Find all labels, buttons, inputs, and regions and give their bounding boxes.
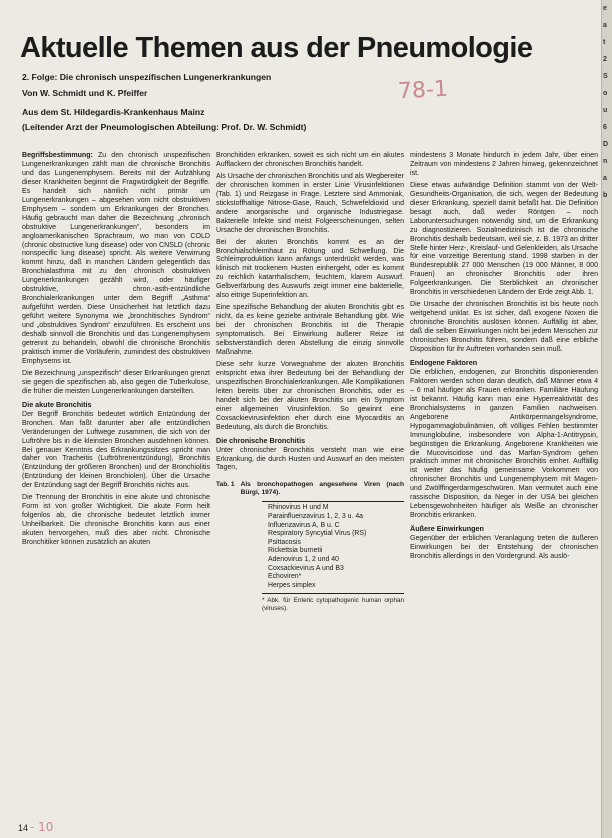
table-label: Tab. 1: [216, 481, 235, 489]
table-title: Als bronchopathogen angesehene Viren (nach Bürgi, 1974).: [240, 481, 404, 497]
article-subtitle: 2. Folge: Die chronisch unspezifischen Lungenerkrankungen: [22, 72, 272, 82]
virus-item: Psittacosis: [268, 538, 301, 546]
paragraph: Die Bezeichnung „unspezifisch“ dieser Erkrankungen grenzt sie gegen die spezifischen ab, also gegen die Tuberkulose, die früher die meisten Lungenerkrankungen darstellten.: [22, 369, 210, 395]
virus-item: Adenovirus 1, 2 und 40: [268, 555, 339, 563]
paragraph: Diese etwas aufwändige Definition stammt von der Welt-Gesundheits-Organisation, die sich, wegen der Bedeutung dieser Erkrankung, speziell damit befaßt hat. Die Definition besagt auch, daß weder Röntgen – noch Laboruntersuchungen notwendig sind, um die Erkrankung zu diagnostizieren. Sozialmedizinisch ist die chronische Bronchitis deshalb bedeutsam, weil sie, z. B. 1973 an dritter Stelle hinter Herz-, Kreislauf- und Gelenkleiden, als Ursache für eine vorzeitige Berentung stand. 1998 starben in der Bundesrepublik 27 000 Menschen (19 000 Männer, 8 000 Frauen) an chronischer Bronchitis oder ihren Folgeerkrankungen. Die Sterblichkeit an chronischer Bronchitis in verschiedenen Ländern der Erde zeigt Abb. 1.: [410, 181, 599, 297]
virus-item: Coxsackievirus A und B3: [268, 564, 344, 572]
margin-letter: a: [603, 175, 607, 182]
margin-letter: 6: [603, 124, 607, 131]
paragraph: Die erblichen, endogenen, zur Bronchitis disponierenden Faktoren werden schon daran deutlich, daß Männer etwa 4 – 6 mal häufiger als Frauen erkranken. Familiäre Häufung ist bekannt. Häufig kann man eine Hyperreaktivität des Bronchialsystems in ganzen Familien nachweisen. Angeborene Antikörpermangelsyndrome, Hypogammaglobulinämien, oft völliges Fehlen bestimmter Immunglobuline, insbesondere von Alpha-1-Antitrypsin, begünstigen die Erkrankung. Angeborene Krankheiten wie die Mucoviscidose und das Marfan-Syndrom gehen praktisch immer mit chronischer Bronchitis einher. Auffällig ist weiter das häufig gemeinsame Vorkommen von chronischer Bronchitis und Lungenemphysem mit Magen- und Zwölffingerdarmgeschwüren. Man vermutet auch eine rassische Disposition, da Neger in der USA bei gleichen Lebensgewohnheiten häufiger als Weiße an chronischer Bronchitis erkranken.: [410, 368, 598, 520]
section-heading: Die chronische Bronchitis: [216, 435, 306, 445]
handwritten-page-number: - 10: [30, 820, 54, 834]
affiliation-note: (Leitender Arzt der Pneumologischen Abteilung: Prof. Dr. W. Schmidt): [22, 122, 307, 132]
margin-letter: a: [603, 22, 607, 29]
paragraph: Die Ursache der chronischen Bronchitis ist bis heute noch weitgehend unklar. Es ist sicher, daß exogene Noxen die chronische Bronchitis auslösen können. Auffällig ist aber, daß die selben Einwirkungen nicht bei jedem Menschen zur chronischen Bronchitis führen, sondern daß eine erbliche Disposition für ihr Auftreten vorhanden sein muß.: [410, 301, 598, 354]
adjacent-page-edge: [601, 0, 612, 838]
margin-letter: e: [603, 5, 607, 12]
margin-letter: t: [603, 39, 606, 46]
paragraph: Als Ursache der chronischen Bronchitis und als Wegbereiter der chronischen kommen in erster Linie Virusinfektionen (Tab. 1) und Reizgase in Frage. Letztere sind Ammoniak, stickstoffhaltige Nitrose-Gase, Rauch, Schwefeldioxid und andere anorganische und organische Industriegase. Bakterielle Infekte sind meist Folgeerscheinungen, selten Ursache der chronischen Bronchitis.: [216, 172, 404, 234]
virus-item: Echoviren*: [268, 573, 302, 581]
paragraph: Bei der akuten Bronchitis kommt es an der Bronchialschleimhaut zu Rötung und Schwellung. Die Schleimproduktion kann anfangs unterdrückt werden, was klinisch mit trockenem Husten einhergeht, oder es kommt zu reichlich katarrhalischem, feuchtem, klarem Auswurf. Gelbverfärbung des Auswurfs zeigt immer eine bakterielle, also eitrige Superinfektion an.: [216, 238, 404, 300]
virus-item: Influenzavirus A, B u. C: [268, 521, 340, 529]
paragraph: Der Begriff Bronchitis bedeutet wörtlich Entzündung der Bronchen. Man faßt darunter aber alle entzündlichen Veränderungen der Luftwege zusammen, die sich von der Luftröhre bis in die kleinsten Bronchen ausdehnen können. Bei genauer Kenntnis des Erkrankungssitzes spricht man daher von Tracheitis (Luftröhrenentzündung), Bronchitis (Entzündung der größeren Bronchen) und der Bronchiolitis (Entzündung der kleinen Bronchiolen). Über die Ursache der Entzündung sagt der Begriff Bronchitis nichts aus.: [22, 410, 210, 490]
paragraph: mindestens 3 Monate hindurch in jedem Jahr, über einen Zeitraum von mindestens 2 Jahren hinweg, gekennzeichnet ist.: [410, 152, 598, 177]
virus-item: Herpes simplex: [268, 581, 316, 589]
paragraph: Eine spezifische Behandlung der akuten Bronchitis gibt es nicht, da es keine gezielte antivirale Behandlung gibt. Wie bei der chronischen Bronchitis ist die Therapie symptomatisch. Bei Einwirkung äußerer Reize ist selbstverständlich deren Abstellung die einzig sinnvolle Maßnahme.: [216, 304, 404, 357]
column-3: [410, 152, 598, 565]
lead-term: Begriffsbestimmung:: [22, 152, 93, 159]
paragraph: [22, 152, 210, 367]
page-number-text: 14: [18, 823, 29, 833]
section-heading: Die akute Bronchitis: [22, 399, 92, 409]
article-authors: Von W. Schmidt und K. Pfeiffer: [22, 88, 148, 98]
virus-list: [262, 501, 404, 594]
margin-letter: 2: [603, 56, 607, 63]
margin-letter: b: [603, 192, 608, 199]
column-2: [216, 152, 404, 613]
virus-item: Rhinovirus H und M: [268, 504, 329, 512]
margin-letter: o: [603, 90, 608, 97]
section-heading: Äußere Einwirkungen: [410, 524, 484, 534]
margin-letter: n: [603, 158, 608, 165]
article-affiliation: Aus dem St. Hildegardis-Krankenhaus Mainz: [22, 107, 205, 117]
virus-item: Parainfluenzavirus 1, 2, 3 u. 4a: [268, 513, 363, 520]
article-title: Aktuelle Themen aus der Pneumologie: [20, 32, 533, 64]
handwritten-note: 78-1: [397, 76, 449, 105]
virus-table: [216, 481, 404, 612]
column-1: [22, 152, 210, 551]
virus-item: Rickettsia burnetii: [268, 547, 323, 555]
paragraph: Gegenüber der erblichen Veranlagung treten die äußeren Einwirkungen bei der Entstehung der chronischen Bronchitis allerdings in den Vordergrund. Als auslö-: [410, 535, 598, 560]
table-caption: [216, 481, 404, 497]
paragraph: Bronchitiden erkranken, soweit es sich nicht um ein akutes Aufflackern der chronischen Bronchitis handelt.: [216, 152, 404, 168]
margin-letter: S: [603, 73, 608, 80]
page-number: [18, 820, 53, 834]
paragraph-text: Zu den chronisch unspezifischen Lungenerkrankungen zählt man die chronische Bronchitis und das Lungenemphysem. Bereits mit der Aufzählung dieser Krankheiten beginnt die Fragwürdigkeit der Begriffe. Es handelt sich nämlich nicht primär um Lungenerkrankungen – abgesehen vom nicht obstruktiven Emphysem – sondern um Erkrankungen der Bronchen. Häufig gebraucht man daher die Bezeichnung „chronisch obstruktive Lungenerkrankungen“, besonders im angloamerikanischen Sprachraum, wo man von COLD (chronic obstructive lung disease) oder von CNSLD (chronic nonspecific lung disease) spricht. Als weitere Verwirrung kommt hinzu, daß in manchen Ländern gelegentlich das Bronchialasthma mit zu den chronisch obstruktiven Lungenerkrankungen gezählt wird, oder häufiger obstruktive, chron.-asth-entzündliche Bronchialerkrankungen unter dem Begriff „Asthma“ aufgeführt werden. Diese Unsicherheit hat letztlich dazu geführt weitere Synonyma wie „bronchitisches Syndrom“ und „obstruktives Syndrom“ einzuführen. Es erscheint uns deshalb sinnvoll die Bronchitis und das Lungenemphysem getrennt zu behandeln, obwohl die chronische Bronchitis praktisch immer die Vorläuferin, zumindest des obstruktiven Emphysems ist.: [22, 152, 210, 365]
table-footnote: * Abk. für Enteric cytopathogenic human orphan (viruses).: [262, 597, 404, 612]
margin-letter: u: [603, 107, 608, 114]
margin-letter: D: [603, 141, 609, 148]
paragraph: Die Trennung der Bronchitis in eine akute und chronische Form ist von großer Wichtigkeit. Die akute Form heilt folgenlos ab, die chronische bedeutet letztlich immer Unheilbarkeit. Die chronische Bronchitis kann aus einer akuten hervorgehen, muß dies aber nicht. Chronische Bronchitiker können zusätzlich an akuten: [22, 494, 210, 547]
section-heading: Endogene Faktoren: [410, 357, 478, 367]
virus-item: Respiratory Syncytial Virus (RS): [268, 530, 367, 538]
paragraph: Diese sehr kurze Vorwegnahme der akuten Bronchitis entspricht etwa ihrer Bedeutung bei der Behandlung der unspezifischen Bronchialerkrankungen. Alle Komplikationen leiten bereits über zur chronischen Bronchitis, oder es handelt sich bei der akuten Bronchitis um ein Symptom einer allgemeinen Virusinfektion. So gewinnt eine Coxsackievirusinfektion eher durch eine Myocarditis an Bedeutung, als durch die Bronchitis.: [216, 360, 404, 431]
paragraph: Unter chronischer Bronchitis versteht man wie eine Erkrankung, die durch Husten und Auswurf an den meisten Tagen,: [216, 446, 404, 472]
